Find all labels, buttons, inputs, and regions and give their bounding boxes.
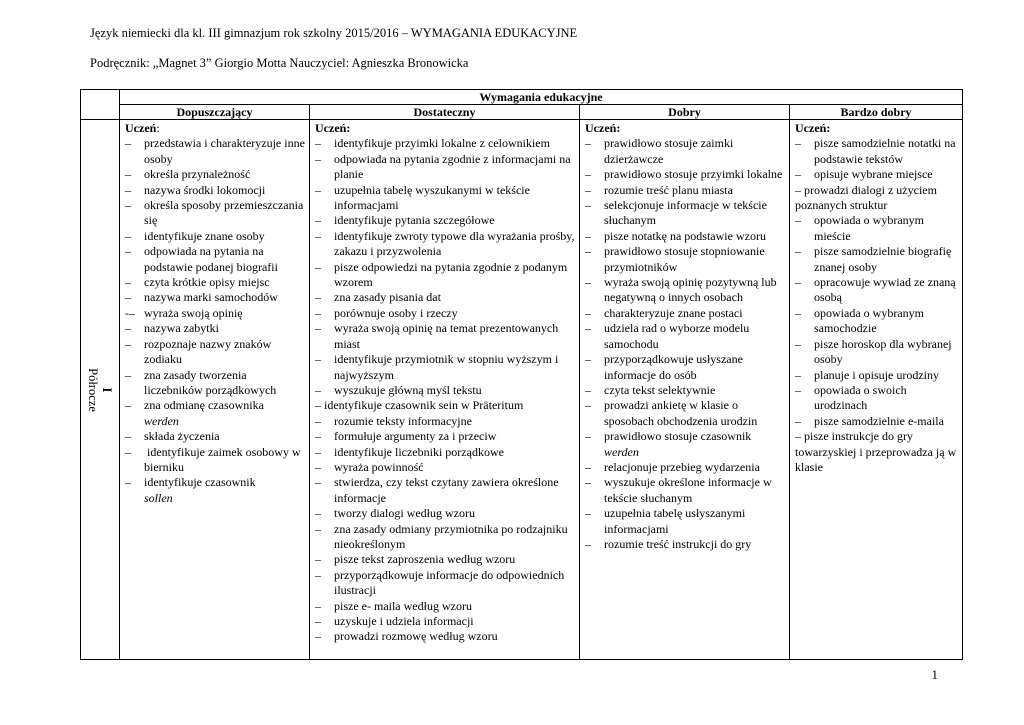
requirement-text: nazywa marki samochodów — [144, 290, 278, 305]
requirement-item — [795, 337, 958, 368]
requirement-item — [795, 275, 958, 306]
student-intro: Uczeń: — [315, 121, 351, 135]
semester-text: Półrocze — [86, 367, 100, 412]
requirement-item — [125, 167, 305, 182]
requirement-text: pisze horoskop dla wybranej osoby — [814, 336, 952, 367]
requirement-text: – pisze instrukcje do gry towarzyskiej i przeprowadza ją w klasie — [795, 429, 957, 474]
requirement-item — [125, 198, 305, 229]
dash-marker: – — [585, 459, 591, 474]
semester-cell — [81, 120, 120, 660]
requirements-table — [80, 89, 963, 660]
requirement-item — [795, 383, 958, 414]
dash-marker: – — [315, 567, 321, 582]
dash-marker: – — [585, 429, 591, 444]
requirement-item — [585, 398, 785, 429]
requirement-item — [585, 429, 785, 460]
requirement-item — [315, 445, 575, 460]
requirement-item — [125, 244, 305, 275]
dash-marker: – — [125, 275, 131, 290]
requirement-item — [125, 229, 305, 244]
requirement-text: identyfikuje przyimki lokalne z celownikiem — [334, 136, 550, 151]
requirement-text: nazywa środki lokomocji — [144, 182, 266, 197]
requirement-item — [585, 244, 785, 275]
requirement-list — [125, 136, 305, 506]
dash-marker: – — [125, 398, 131, 413]
semester-label — [86, 368, 114, 412]
requirement-text: uzyskuje i udziela informacji — [334, 614, 474, 628]
requirement-item — [315, 460, 575, 475]
dash-marker: – — [315, 228, 321, 243]
dash-marker: – — [125, 136, 131, 151]
dash-marker: – — [585, 536, 591, 551]
requirement-text: planuje i opisuje urodziny — [814, 367, 939, 382]
requirement-item — [125, 368, 305, 399]
semester-number: I — [100, 387, 114, 392]
requirement-text: prawidłowo stosuje zaimki dzierżawcze — [604, 136, 734, 166]
requirement-item — [125, 445, 305, 476]
requirement-item — [585, 506, 785, 537]
dash-marker: – — [795, 305, 801, 320]
requirement-text: nazywa zabytki — [144, 321, 219, 336]
requirement-text: odpowiada na pytania zgodnie z informacjami na planie — [334, 151, 571, 182]
requirement-item — [315, 321, 575, 352]
requirement-item — [315, 568, 575, 599]
requirement-text: prowadzi ankietę w klasie o sposobach obchodzenia urodzin — [604, 398, 758, 428]
grade-cell-dostateczny — [310, 120, 580, 660]
dash-marker: – — [125, 290, 131, 305]
requirement-text: opowiada o swoich urodzinach — [814, 382, 907, 413]
dash-marker: – — [315, 290, 321, 305]
requirement-item — [315, 614, 575, 629]
requirement-text: przyporządkowuje informacje do odpowiednich ilustracji — [334, 567, 565, 598]
student-intro: Uczeń: — [795, 121, 831, 135]
requirement-item — [585, 275, 785, 306]
dash-marker: – — [315, 305, 321, 320]
requirement-text: rozumie teksty informacyjne — [334, 413, 472, 428]
requirement-item — [125, 183, 305, 198]
requirement-text: pisze samodzielnie biografię znanej osoby — [814, 244, 952, 274]
grade-cell-bardzo-dobry — [790, 120, 963, 660]
requirement-item — [795, 429, 958, 475]
requirement-text: relacjonuje przebieg wydarzenia — [604, 459, 760, 474]
requirement-item — [585, 136, 785, 167]
col-heading-dobry: Dobry — [580, 105, 790, 120]
requirement-text: prawidłowo stosuje stopniowanie przymiotników — [604, 244, 765, 274]
dash-marker: – — [315, 136, 321, 151]
textbook-teacher-line: Podręcznik: „Magnet 3” Giorgio Motta Nauczyciel: Agnieszka Bronowicka — [90, 56, 469, 70]
requirement-text: charakteryzuje znane postaci — [604, 305, 743, 320]
requirement-item — [125, 475, 305, 506]
dash-marker: – — [125, 429, 131, 444]
requirement-item — [315, 383, 575, 398]
dash-marker: – — [585, 198, 591, 213]
requirement-item — [315, 629, 575, 644]
requirement-text: składa życzenia — [144, 429, 220, 444]
dash-marker: – — [795, 275, 801, 290]
requirement-text: określa przynależność — [144, 167, 251, 182]
requirement-item — [315, 414, 575, 429]
dash-marker: – — [315, 213, 321, 228]
dash-marker: – — [585, 182, 591, 197]
dash-marker: – — [315, 382, 321, 397]
requirement-item — [315, 183, 575, 214]
requirement-item — [125, 306, 305, 321]
requirement-text: identyfikuje liczebniki porządkowe — [334, 444, 504, 459]
dash-marker: – — [795, 136, 801, 151]
dash-marker: – — [585, 321, 591, 336]
requirement-item — [795, 368, 958, 383]
requirement-item — [315, 352, 575, 383]
dash-marker: – — [795, 167, 801, 182]
dash-marker: – — [795, 367, 801, 382]
dash-marker: – — [585, 382, 591, 397]
requirement-text: identyfikuje zwroty typowe dla wyrażania prośby, zakazu i przyzwolenia — [334, 228, 575, 259]
requirement-item — [315, 229, 575, 260]
student-intro: Uczeń: — [125, 121, 160, 135]
dash-marker: -– — [125, 305, 135, 320]
requirement-text: porównuje osoby i rzeczy — [334, 305, 458, 320]
requirement-text: prawidłowo stosuje czasownik — [604, 429, 752, 444]
dash-marker: – — [315, 321, 321, 336]
dash-marker: – — [315, 629, 321, 644]
dash-marker: – — [125, 228, 131, 243]
requirement-text: uzupełnia tabelę wyszukanymi w tekście informacjami — [334, 182, 530, 213]
requirement-text: tworzy dialogi według wzoru — [334, 506, 475, 521]
requirement-item — [315, 429, 575, 444]
requirement-item — [125, 398, 305, 429]
requirement-item — [585, 475, 785, 506]
dash-marker: – — [125, 475, 131, 490]
requirement-text: pisze odpowiedzi na pytania zgodnie z podanym wzorem — [334, 259, 568, 290]
requirement-text: określa sposoby przemieszczania się — [144, 198, 304, 228]
requirement-item — [315, 290, 575, 305]
requirement-text: wyszukuje określone informacje w tekście słuchanym — [604, 475, 772, 505]
dash-marker: – — [585, 275, 591, 290]
dash-marker: – — [585, 136, 591, 151]
requirement-text: rozpoznaje nazwy znaków zodiaku — [144, 336, 272, 367]
grade-cell-dobry — [580, 120, 790, 660]
requirement-item — [795, 414, 958, 429]
dash-marker: – — [125, 336, 131, 351]
requirement-item — [125, 429, 305, 444]
requirement-text: identyfikuje czasownik — [144, 475, 256, 490]
document-title: Język niemiecki dla kl. III gimnazjum rok szkolny 2015/2016 – WYMAGANIA EDUKACYJNE — [90, 26, 578, 40]
requirement-list — [585, 136, 785, 552]
requirement-text: pisze samodzielnie notatki na podstawie tekstów — [814, 136, 956, 166]
requirement-text: prawidłowo stosuje przyimki lokalne — [604, 167, 783, 182]
requirement-text: czyta tekst selektywnie — [604, 382, 716, 397]
requirement-item — [585, 321, 785, 352]
page-number: 1 — [931, 667, 938, 682]
dash-marker: – — [125, 167, 131, 182]
dash-marker: – — [125, 198, 131, 213]
col-heading-dostateczny: Dostateczny — [310, 105, 580, 120]
dash-marker: – — [125, 444, 131, 459]
requirement-text: identyfikuje przymiotnik w stopniu wyższym i najwyższym — [334, 352, 559, 382]
dash-marker: – — [585, 352, 591, 367]
requirement-text: rozumie treść planu miasta — [604, 182, 733, 197]
dash-marker: – — [585, 228, 591, 243]
requirement-text: opisuje wybrane miejsce — [814, 167, 933, 182]
requirement-item — [315, 552, 575, 567]
requirement-text: zna zasady pisania dat — [334, 290, 441, 305]
requirement-item — [585, 460, 785, 475]
dash-marker: – — [795, 413, 801, 428]
dash-marker: – — [315, 506, 321, 521]
requirement-text: identyfikuje znane osoby — [144, 228, 265, 243]
requirement-text: opowiada o wybranym mieście — [814, 213, 924, 243]
requirement-item — [315, 522, 575, 553]
requirement-text: przyporządkowuje usłyszane informacje do osób — [604, 352, 743, 382]
dash-marker: – — [585, 398, 591, 413]
dash-marker: – — [315, 598, 321, 613]
dash-marker: – — [315, 475, 321, 490]
requirement-item — [125, 275, 305, 290]
dash-marker: – — [315, 459, 321, 474]
requirement-item — [585, 198, 785, 229]
requirement-text: pisze samodzielnie e-maila — [814, 413, 944, 428]
requirement-item — [585, 306, 785, 321]
requirement-item — [795, 244, 958, 275]
requirement-item — [585, 167, 785, 182]
requirement-item — [315, 213, 575, 228]
dash-marker: – — [315, 429, 321, 444]
requirement-text: zna odmianę czasownika — [144, 398, 264, 413]
requirement-text: rozumie treść instrukcji do gry — [604, 536, 752, 551]
requirement-text: pisze tekst zaproszenia według wzoru — [334, 552, 516, 567]
requirement-text: odpowiada na pytania na podstawie podanej biografii — [144, 244, 278, 274]
requirement-item — [795, 213, 958, 244]
requirement-item — [585, 183, 785, 198]
requirement-text: opowiada o wybranym samochodzie — [814, 305, 924, 336]
requirement-item — [795, 167, 958, 182]
dash-marker: – — [315, 552, 321, 567]
dash-marker: – — [585, 475, 591, 490]
requirement-text: opracowuje wywiad ze znaną osobą — [814, 275, 956, 305]
requirement-italic-term: werden — [604, 444, 639, 459]
col-heading-bardzo-dobry: Bardzo dobry — [790, 105, 963, 120]
requirement-text: prowadzi rozmowę według wzoru — [334, 629, 498, 644]
requirement-item — [315, 398, 575, 413]
requirement-text: – prowadzi dialogi z użyciem poznanych struktur — [795, 182, 937, 213]
requirement-text: identyfikuje zaimek osobowy w bierniku — [144, 444, 301, 474]
requirement-text: przedstawia i charakteryzuje inne osoby — [144, 136, 305, 166]
requirement-text: – identyfikuje czasownik sein w Präteritum — [315, 398, 524, 413]
dash-marker: – — [315, 444, 321, 459]
requirement-text: uzupełnia tabelę usłyszanymi informacjami — [604, 506, 746, 536]
dash-marker: – — [585, 506, 591, 521]
requirement-text: identyfikuje pytania szczegółowe — [334, 213, 495, 228]
requirement-item — [315, 506, 575, 521]
dash-marker: – — [585, 305, 591, 320]
requirement-item — [585, 537, 785, 552]
requirement-text: zna zasady tworzenia liczebników porządkowych — [144, 367, 277, 397]
requirement-item — [795, 306, 958, 337]
dash-marker: – — [315, 182, 321, 197]
dash-marker: – — [315, 151, 321, 166]
requirement-item — [125, 321, 305, 336]
requirement-text: wyszukuje główną myśl tekstu — [334, 382, 482, 397]
requirement-item — [315, 136, 575, 151]
requirement-text: pisze e- maila według wzoru — [334, 598, 472, 613]
dash-marker: – — [585, 244, 591, 259]
requirement-list — [315, 136, 575, 644]
dash-marker: – — [315, 614, 321, 628]
corner-cell — [81, 90, 120, 120]
dash-marker: – — [125, 182, 131, 197]
requirement-item — [315, 306, 575, 321]
requirement-italic-term: sollen — [144, 490, 173, 505]
requirement-item — [315, 475, 575, 506]
dash-marker: – — [315, 521, 321, 536]
dash-marker: – — [795, 244, 801, 259]
requirement-text: formułuje argumenty za i przeciw — [334, 429, 497, 444]
requirement-text: selekcjonuje informacje w tekście słuchanym — [604, 198, 767, 228]
dash-marker: – — [315, 352, 321, 367]
requirement-text: stwierdza, czy tekst czytany zawiera określone informacje — [334, 475, 559, 505]
requirement-text: zna zasady odmiany przymiotnika po rodzajniku nieokreślonym — [334, 521, 568, 551]
requirement-item — [315, 599, 575, 614]
table-title: Wymagania edukacyjne — [120, 90, 963, 105]
requirement-item — [585, 383, 785, 398]
requirement-item — [585, 229, 785, 244]
requirement-italic-term: werden — [144, 413, 179, 428]
requirement-list — [795, 136, 958, 475]
requirement-item — [125, 290, 305, 305]
requirement-text: wyraża swoją opinię na temat prezentowanych miast — [334, 321, 559, 351]
requirement-item — [315, 260, 575, 291]
requirement-item — [315, 152, 575, 183]
requirement-item — [585, 352, 785, 383]
requirement-item — [125, 337, 305, 368]
dash-marker: – — [125, 367, 131, 382]
student-intro: Uczeń: — [585, 121, 621, 135]
requirement-text: wyraża powinność — [334, 459, 424, 474]
dash-marker: – — [125, 321, 131, 336]
dash-marker: – — [315, 413, 321, 428]
dash-marker: – — [795, 382, 801, 397]
requirement-item — [795, 136, 958, 167]
requirement-item — [795, 183, 958, 214]
dash-marker: – — [795, 213, 801, 228]
requirement-text: pisze notatkę na podstawie wzoru — [604, 228, 766, 243]
grade-cell-dopuszczajacy — [120, 120, 310, 660]
requirement-text: udziela rad o wyborze modelu samochodu — [604, 321, 750, 351]
requirement-text: wyraża swoją opinię — [144, 305, 243, 320]
requirement-item — [125, 136, 305, 167]
dash-marker: – — [585, 167, 591, 182]
dash-marker: – — [795, 336, 801, 351]
col-heading-dopuszczajacy: Dopuszczający — [120, 105, 310, 120]
requirement-text: czyta krótkie opisy miejsc — [144, 275, 270, 290]
dash-marker: – — [315, 259, 321, 274]
requirement-text: wyraża swoją opinię pozytywną lub negatywną o innych osobach — [604, 275, 777, 305]
dash-marker: – — [125, 244, 131, 259]
